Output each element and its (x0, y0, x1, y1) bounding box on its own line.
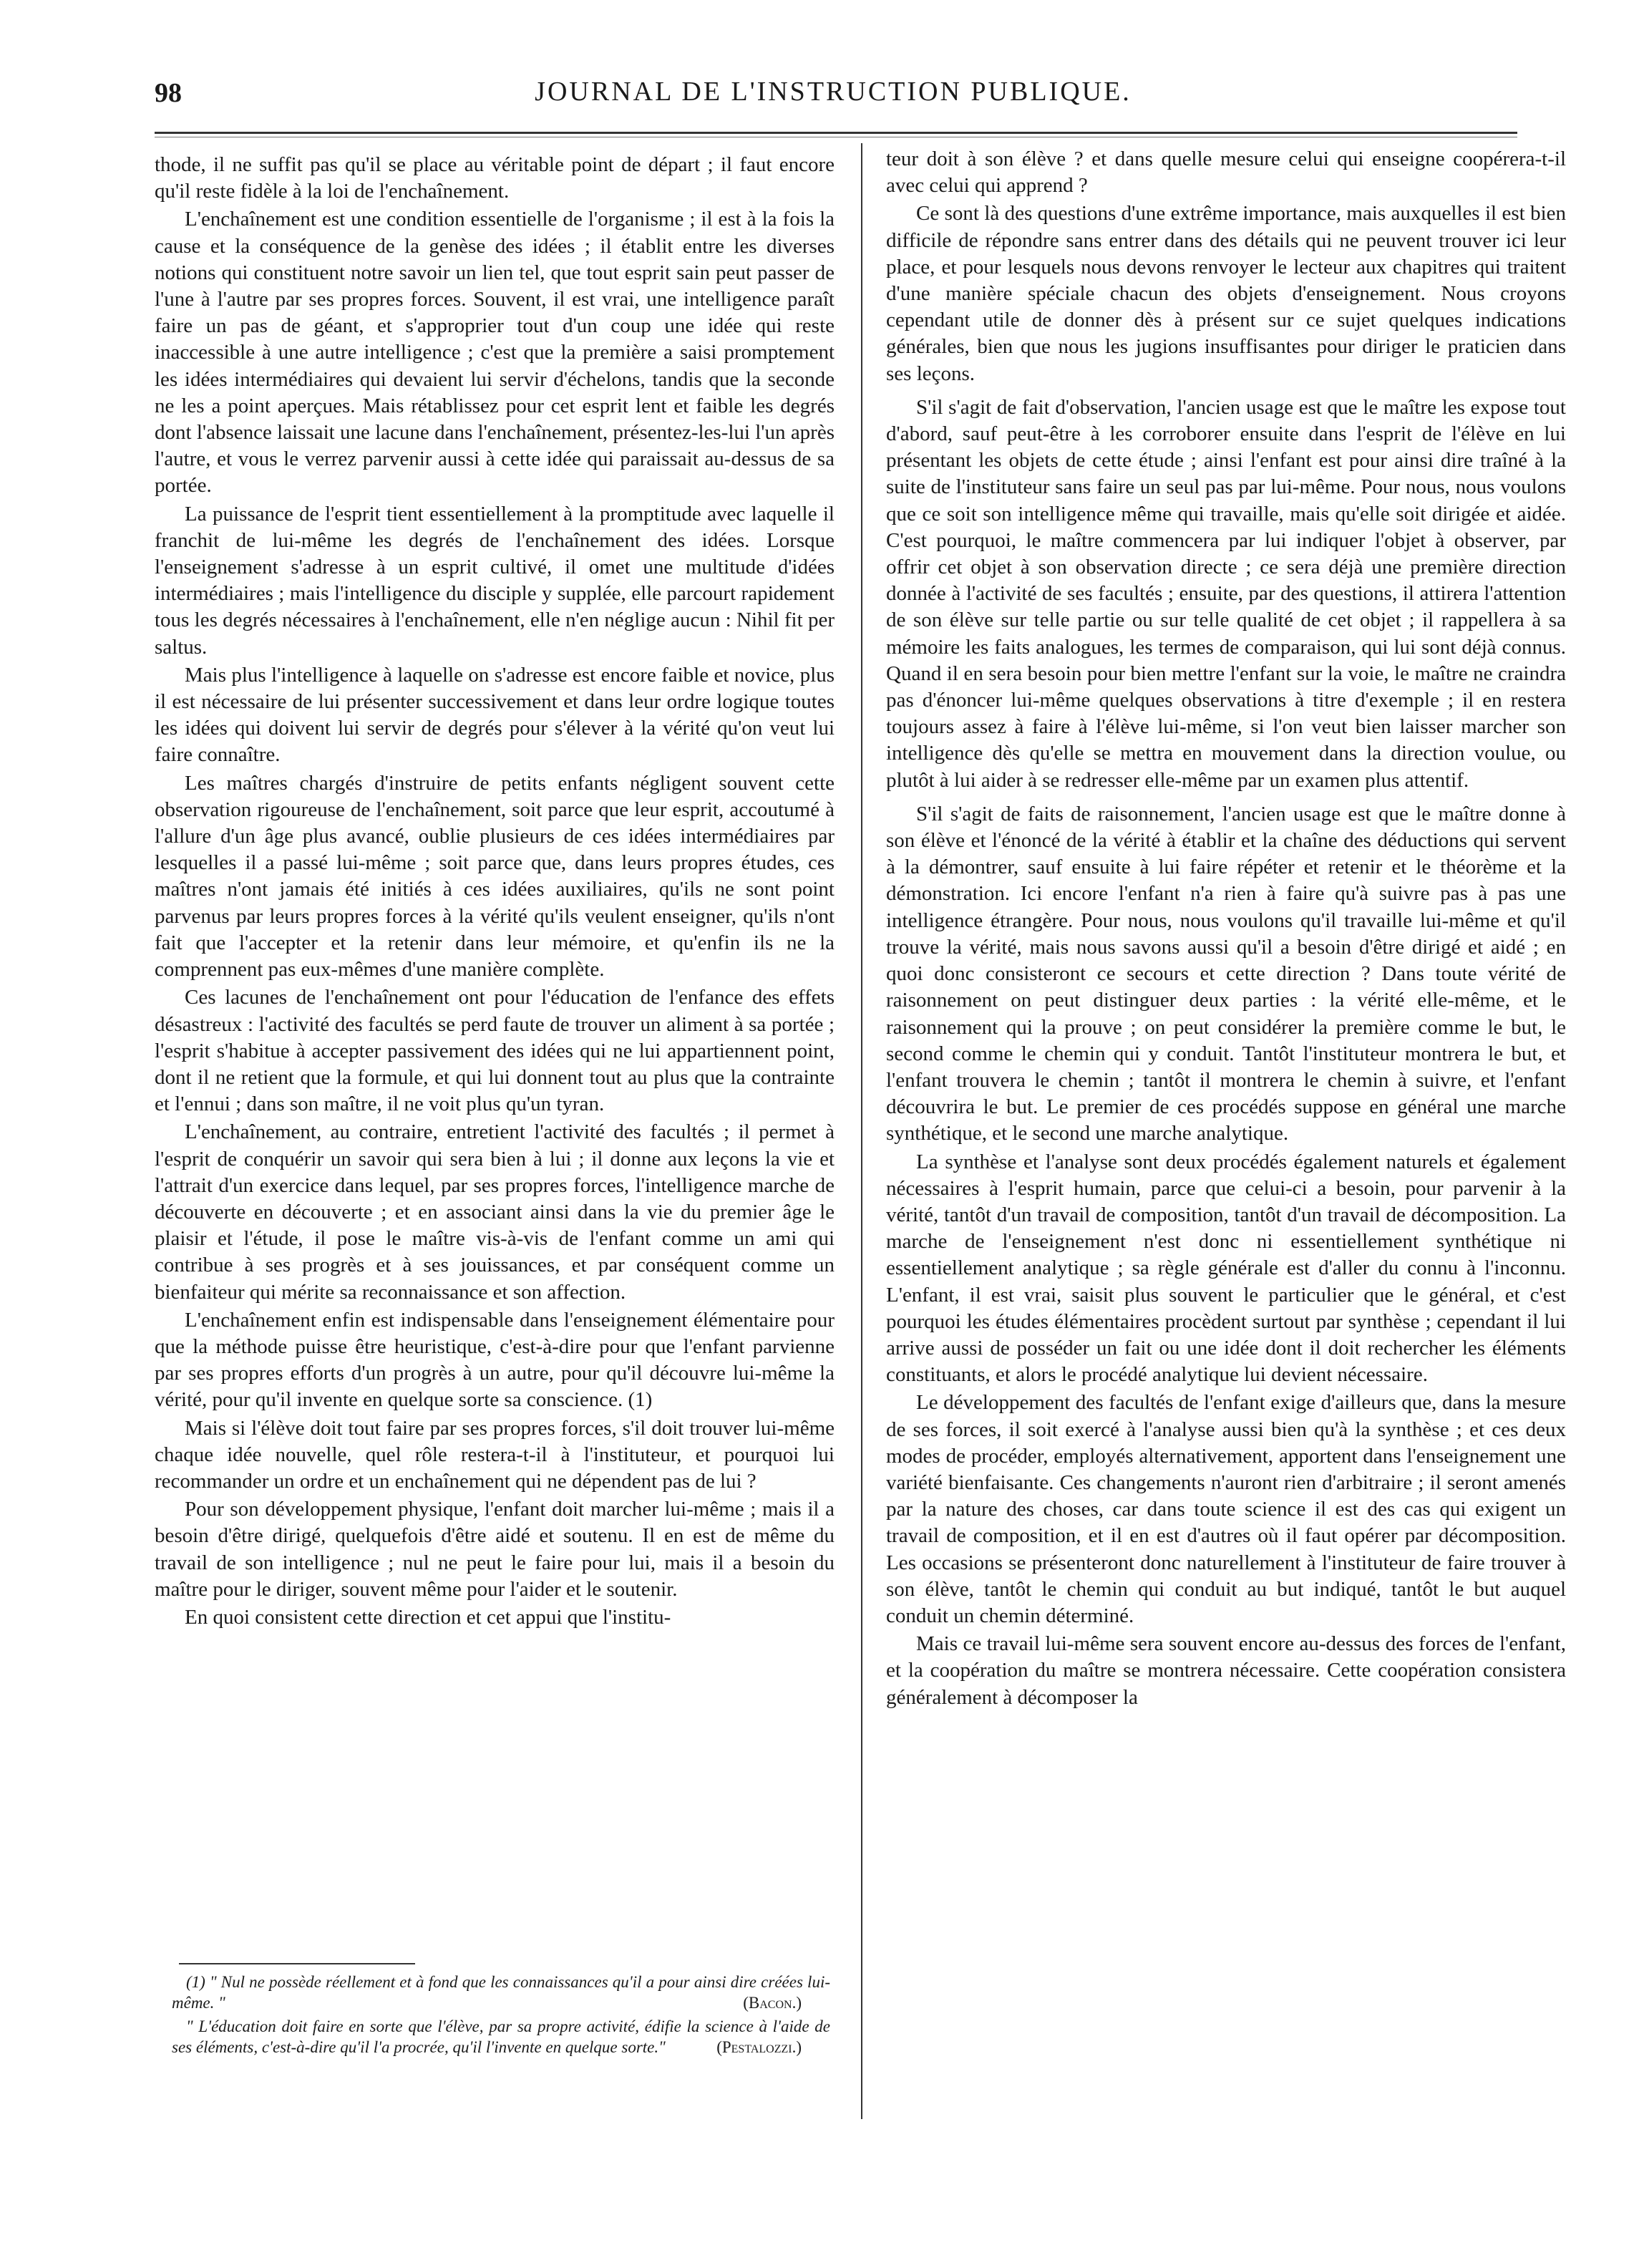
paragraph: Ce sont là des questions d'une extrême importance, mais auxquelles il est bien difficile de répondre sans entrer dans des détails qui ne peuvent trouver ici leur place, et pour lesquels nous devons renvoyer le lecteur aux chapitres qui traitent d'une manière spéciale chacun des objets d'enseignement. Nous croyons cependant utile de donner dès à présent sur ce sujet quelques indications générales, bien que nous les jugions insuffisantes pour diriger le praticien dans ses leçons. (886, 202, 1566, 385)
paragraph: Ces lacunes de l'enchaînement ont pour l'éducation de l'enfance des effets désastreux : l'activité des facultés se perd faute de trouver un aliment à sa portée ; l'esprit s'habitue à accepter passivement des idées qui ne lui appartiennent point, dont il ne retient que la formule, et qui lui donnent tout au plus que la contrainte et l'ennui ; dans son maître, il ne voit plus qu'un tyran. (155, 986, 835, 1116)
footnote (172, 2016, 830, 2058)
paragraph: S'il s'agit de fait d'observation, l'ancien usage est que le maître les expose tout d'abord, sauf peut-être à les corroborer ensuite dans l'esprit de l'élève en lui présentant les objets de cette étude ; ainsi l'enfant est pour ainsi dire traîné à la suite de l'instituteur sans faire un seul pas par lui-même. Pour nous, nous voulons que ce soit son intelligence même qui travaille, mais qu'elle soit dirigée et aidée. C'est pourquoi, le maître commencera par lui indiquer l'objet à observer, par offrir cet objet à son observation directe ; ce sera déjà une première direction donnée à l'activité de ses facultés ; ensuite, par des questions, il attirera l'attention de son élève sur telle partie ou sur telle qualité de cet objet ; il rappellera à sa mémoire les faits analogues, les termes de comparaison, qui lui sont déjà connus. Quand il en sera besoin pour bien mettre l'enfant sur la voie, le maître ne craindra pas d'énoncer lui-même quelques observations à titre d'exemple ; il en restera toujours assez à faire à l'élève lui-même, si l'on veut bien laisser marcher son intelligence dès qu'elle se mettra en mouvement dans la direction voulue, ou plutôt à lui aider à se redresser elle-même par un examen plus attentif. (886, 395, 1566, 792)
paragraph: L'enchaînement enfin est indispensable dans l'enseignement élémentaire pour que la méthode puisse être heuristique, c'est-à-dire pour que l'enfant parvienne par ses propres efforts d'un progrès à un autre, pour qu'il découvre lui-même la vérité, pour qu'il invente en quelque sorte sa conscience. (1) (155, 1308, 835, 1412)
paragraph: Mais si l'élève doit tout faire par ses propres forces, s'il doit trouver lui-même chaque idée nouvelle, quel rôle restera-t-il à l'instituteur, et pourquoi lui recommander un ordre et un enchaînement qui ne dépendent pas de lui ? (155, 1416, 835, 1493)
paragraph: Mais ce travail lui-même sera souvent encore au-dessus des forces de l'enfant, et la coopération du maître se montrera nécessaire. Cette coopération consistera généralement à décomposer la (886, 1632, 1566, 1709)
journal-title: JOURNAL DE L'INSTRUCTION PUBLIQUE. (535, 77, 1132, 107)
paragraph: Mais plus l'intelligence à laquelle on s'adresse est encore faible et novice, plus il est nécessaire de lui présenter successivement et dans leur ordre logique toutes les idées qui doivent lui servir de degrés pour s'élever à la vérité qu'on veut lui faire connaître. (155, 663, 835, 767)
paragraph: teur doit à son élève ? et dans quelle mesure celui qui enseigne coopérera-t-il avec celui qui apprend ? (886, 147, 1566, 198)
header-rule (155, 132, 1517, 137)
paragraph: En quoi consistent cette direction et cet appui que l'institu- (185, 1605, 671, 1629)
footnote-text: " L'éducation doit faire en sorte que l'élève, par sa propre activité, édifie la science à l'aide de ses éléments, c'est-à-dire qu'il l'a procrée, qu'il l'invente en quelque sorte." (172, 2017, 830, 2056)
paragraph: La puissance de l'esprit tient essentiellement à la promptitude avec laquelle il franchit de lui-même les degrés de l'enchaînement des idées. Lorsque l'enseignement s'adresse à un esprit cultivé, il omet une multitude d'idées intermédiaires ; mais l'intelligence du disciple y supplée, elle parcourt rapidement tous les degrés nécessaires à l'enchaînement, elle n'en néglige aucun : Nihil fit per saltus. (155, 502, 835, 659)
footnote-rule (179, 1963, 415, 1964)
paragraph: Les maîtres chargés d'instruire de petits enfants négligent souvent cette observation rigoureuse de l'enchaînement, soit parce que leur esprit, accoutumé à l'allure d'un âge plus avancé, oublie plusieurs de ces idées intermédiaires par lesquelles il a passé lui-même ; soit parce que, dans leurs propres études, ces maîtres n'ont jamais été initiés à ces idées auxiliaires, qu'ils ne sont point parvenus par leurs propres forces à la vérité qu'ils veulent enseigner, qu'ils n'ont fait que l'accepter et la retenir dans leur mémoire, et qu'enfin ils ne la comprennent pas eux-mêmes d'une manière complète. (155, 771, 835, 982)
paragraph: S'il s'agit de faits de raisonnement, l'ancien usage est que le maître donne à son élève et l'énoncé de la vérité à établir et la chaîne des déductions qui servent à la démontrer, sauf ensuite à lui faire répéter et retenir et le théorème et la démonstration. Ici encore l'enfant n'a rien à faire qu'à suivre pas à pas une intelligence étrangère. Pour nous, nous voulons qu'il travaille lui-même et qu'il trouve la vérité, mais nous savons aussi qu'il a besoin d'être dirigé et aidé ; en quoi donc consisteront ce secours et cette direction ? Dans toute vérité de raisonnement on peut distinguer deux parties : la vérité elle-même, et le raisonnement qui la prouve ; on peut considérer la première comme le but, le second comme le chemin qui y conduit. Tantôt l'instituteur montrera le but, et l'enfant trouvera le chemin ; tantôt il montrera le chemin à suivre, et l'enfant découvrira le but. Le premier de ces procédés suppose en général une marche synthétique, et le second une marche analytique. (886, 802, 1566, 1145)
paragraph: L'enchaînement, au contraire, entretient l'activité des facultés ; il permet à l'esprit de conquérir un savoir qui sera bien à lui ; il donne aux leçons la vie et l'attrait d'un exercice dans lequel, par ses propres forces, l'intelligence marche de découverte en découverte ; et en associant ainsi dans la vie du premier âge le plaisir et l'étude, il pose le maître vis-à-vis de l'enfant comme un ami qui contribue à ses progrès et à ses jouissances, et par conséquent comme un bienfaiteur qui mérite sa reconnaissance et son affection. (155, 1120, 835, 1304)
footnote-source: (Bacon.) (743, 1994, 802, 2012)
page-number: 98 (155, 78, 182, 108)
paragraph: La synthèse et l'analyse sont deux procédés également naturels et également nécessaires à l'esprit humain, parce que celui-ci a besoin, pour parvenir à la vérité, tantôt d'un travail de composition, tantôt d'un travail de décomposition. La marche de l'enseignement n'est donc ni essentiellement synthétique ni essentiellement analytique ; sa règle générale est d'aller du connu à l'inconnu. L'enfant, il est vrai, saisit plus souvent le particulier que le général, et c'est pourquoi les études élémentaires procèdent surtout par synthèse ; cependant il lui arrive aussi de posséder un fait ou une idée dont il doit rechercher les éléments constituants, et alors le procédé analytique lui devient nécessaire. (886, 1150, 1566, 1387)
paragraph: L'enchaînement est une condition essentielle de l'organisme ; il est à la fois la cause et la conséquence de la genèse des idées ; il établit entre les diverses notions qui constituent notre savoir un lien tel, que tout esprit sain peut passer de l'une à l'autre par ses propres forces. Souvent, il est vrai, une intelligence paraît faire un pas de géant, et s'approprier tout d'un coup une idée qui reste inaccessible à une autre intelligence ; c'est que la première a saisi promptement les idées intermédiaires qui devaient lui servir d'échelons, tandis que la seconde ne les a point aperçues. Mais rétablissez pour cet esprit lent et faible les degrés dont l'absence laissait une lacune dans l'enchaînement, présentez-les-lui l'un après l'autre, et vous le verrez parvenir aussi à cette idée qui paraissait au-dessus de sa portée. (155, 208, 835, 498)
right-column (886, 146, 1566, 2122)
paragraph: Le développement des facultés de l'enfant exige d'ailleurs que, dans la mesure de ses forces, il soit exercé à l'analyse aussi bien qu'à la synthèse ; et ces deux modes de procéder, employés alternativement, apportent dans l'enseignement une variété bienfaisante. Ces changements n'auront rien d'arbitraire ; il seront amenés par la nature des choses, car dans toute science il est des cas qui exigent un travail de composition, et il en est d'autres où il faut opérer par décomposition. Les occasions se présenteront donc naturellement à l'instituteur de faire trouver à son élève, tantôt le chemin qui conduit au but indiqué, tantôt le but auquel conduit un chemin déterminé. (886, 1391, 1566, 1627)
paragraph: Pour son développement physique, l'enfant doit marcher lui-même ; mais il a besoin d'être dirigé, quelquefois d'être aidé et soutenu. Il en est de même du travail de son intelligence ; nul ne peut le faire pour lui, mais il a besoin du maître pour le diriger, souvent même pour l'aider et le soutenir. (155, 1498, 835, 1601)
running-head (155, 74, 1512, 117)
footnote-source: (Pestalozzi.) (716, 2038, 802, 2056)
footnotes (172, 1972, 830, 2060)
column-divider (861, 143, 862, 2119)
paragraph: thode, il ne suffit pas qu'il se place au véritable point de départ ; il faut encore qu'il reste fidèle à la loi de l'enchaînement. (155, 153, 835, 203)
footnote-text: (1) " Nul ne possède réellement et à fond que les connaissances qu'il a pour ainsi dire créées lui-même. " (172, 1973, 830, 2012)
footnote (172, 1972, 830, 2013)
left-column (155, 152, 835, 2128)
